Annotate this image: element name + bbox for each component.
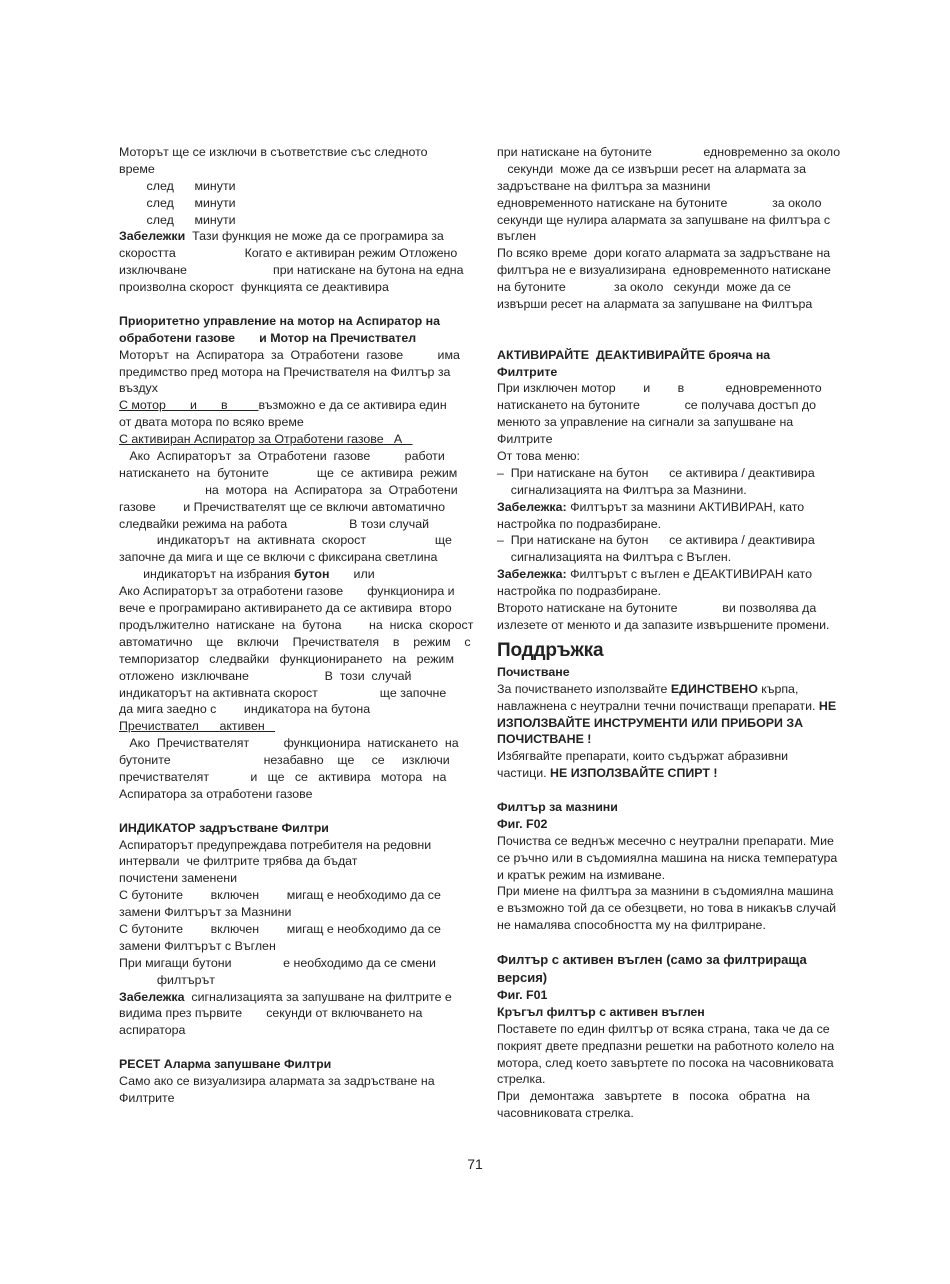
note-line: Забележка: Филтърът за мазнини АКТИВИРАН, като [497,499,805,514]
note-line: Забележка: Филтърът с въглен е ДЕАКТИВИРАН като [497,567,812,582]
text-line: след минути [119,178,236,193]
text-line: индикаторът на активната скорост ще започне [119,685,447,700]
left-column [119,144,474,1107]
text-line: С бутоните включен мигащ е необходимо да се [119,921,441,936]
note-label: Забележка: [497,567,567,582]
text-line: вече е програмирано активирането да се активира второ [119,601,452,616]
text-line: въглен [497,229,537,244]
text-line: При мигащи бутони е необходимо да се смени [119,955,436,970]
text-line: замени Филтърът с Въглен [119,938,276,953]
note-line [119,228,455,245]
text-line: изключване при натискане на бутона на една [119,263,464,278]
text-line: започне да мига и ще се включи с фиксирана светлина [119,550,438,565]
text-line: бутоните незабавно ще се изключи [119,753,450,768]
figure-reference: Фиг. F02 [497,816,548,831]
figure-reference: Фиг. F01 [497,987,548,1002]
list-item: сигнализацията на Филтъра за Мазнини. [497,482,747,497]
text-line: след минути [119,195,236,210]
note-label: Забележки [119,229,186,244]
text-line: и кратък режим на измиване. [497,867,666,882]
text-line: С мотор и в възможно е да се активира един [119,398,447,413]
text-line: следвайки режима на работа В този случай [119,516,430,531]
text-line: От това меню: [497,449,580,464]
text-line: филтъра не е визуализирана едновременното натискане [497,263,831,278]
right-column [497,144,841,1122]
text-line: задръстване на филтъра за мазнини [497,178,711,193]
text-line: Аспиратора за отработени газове [119,786,313,801]
text-line: навлажнена с неутрални течни почистващи препарати. НЕ [497,698,837,713]
text-line: За почистването използвайте ЕДИНСТВЕНО кърпа, [497,681,799,696]
text-line: предимство пред мотора на Пречиствателя на Филтър за [119,364,451,379]
section-title-maintenance: Поддръжка [497,639,604,661]
text-line: Ако Аспираторът за Отработени газове работи [119,449,445,464]
text-line: менюто за управление на сигнали за запушване на [497,415,794,430]
text-line: часовниковата стрелка. [497,1106,634,1121]
text-line: е възможно той да се обезцвети, но това в никакъв случай [497,901,837,916]
text-line: При изключен мотор и в едновременното [497,381,822,396]
text-line: Филтрите [119,1090,175,1105]
text-line: при натискане на бутоните едновременно за около [497,145,841,159]
text-line: индикаторът на активната скорост ще [119,533,452,548]
subsection-heading-carbon-filter: Филтър с активен въглен (само за филтрираща [497,951,807,967]
text-line: замени Филтърът за Мазнини [119,905,292,920]
text-line: време [119,161,155,176]
text-line: продължително натискане на бутона на ниска скорост [119,617,474,632]
note-label: Забележка [119,989,185,1004]
text-line: Избягвайте препарати, които съдържат абразивни [497,749,789,764]
text-line: натискането на бутоните се получава достъп до [497,398,817,413]
text-line: Поставете по един филтър от всяка страна, така че да се [497,1021,830,1036]
text-line: Второто натискане на бутоните ви позволява да [497,601,817,616]
text-line: настройка по подразбиране. [497,516,662,531]
text-line: аспиратора [119,1023,186,1038]
underlined-subheading: Пречиствател активен [119,719,276,734]
text-line: секунди ще нулира алармата за запушване на филтъра с [497,212,831,227]
text-line: стрелка. [497,1072,546,1087]
warning-line: ИЗПОЛЗВАЙТЕ ИНСТРУМЕНТИ ИЛИ ПРИБОРИ ЗА [497,715,804,730]
list-item: – При натискане на бутон се активира / деактивира [497,533,815,548]
text-line: При демонтажа завъртете в посока обратна на [497,1089,810,1104]
section-heading-priority: обработени газове и Мотор на Пречиствател [119,330,417,345]
text-line: покрият двете предпазни решетки на работното колело на [497,1038,835,1053]
text-line: на бутоните за около секунди може да се [497,280,791,295]
text-line: Моторът на Аспиратора за Отработени газове има [119,347,460,362]
underlined-subheading: С мотор и в [119,398,259,413]
subsection-heading-grease-filter: Филтър за мазнини [497,799,618,814]
text-line: индикаторът на избрания бутон или [119,567,375,582]
text-line: произволна скорост функцията се деактивира [119,280,389,295]
subsection-heading-carbon-filter: версия) [497,969,548,985]
section-heading-indicator: ИНДИКАТОР задръстване Филтри [119,820,329,835]
text-line: се ръчно или в съдомиялна машина на ниска температура [497,850,838,865]
list-item: сигнализацията на Филтъра с Въглен. [497,550,732,565]
warning-line: ПОЧИСТВАНЕ ! [497,732,592,747]
text-line: При миене на филтъра за мазнини в съдомиялна машина [497,884,834,899]
text-line: Филтрите [497,432,553,447]
text-line: С бутоните включен мигащ е необходимо да се [119,888,441,903]
text-line: отложено изключване В този случай [119,668,412,683]
text-line: не намалява способността му на филтриране. [497,918,766,933]
section-heading-reset: РЕСЕТ Аларма запушване Филтри [119,1057,332,1072]
text-line: филтърът [119,972,215,987]
text-line: Почиства се веднъж месечно с неутрални препарати. Мие [497,833,834,848]
text-line: от двата мотора по всяко време [119,415,304,430]
section-heading-priority: Приоритетно управление на мотор на Аспиратор на [119,313,441,328]
text-line: въздух [119,381,158,396]
note-line: Забележка сигнализацията за запушване на филтрите е [119,989,452,1004]
text-line: на мотора на Аспиратора за Отработени [119,482,458,497]
text-line: натискането на бутоните ще се активира режим [119,465,458,480]
note-text: Тази функция не може да се програмира за [185,229,444,244]
note-label: Забележка: [497,499,567,514]
text-line: излезете от менюто и да запазите извършените промени. [497,617,830,632]
list-item: – При натискане на бутон се активира / деактивира [497,465,815,480]
subsection-heading-cleaning: Почистване [497,664,570,679]
text-line: частици. НЕ ИЗПОЛЗВАЙТЕ СПИРТ ! [497,766,718,781]
text-line: мотора, след което завъртете по посока на часовниковата [497,1055,834,1070]
text-line: едновременното натискане на бутоните за около [497,195,822,210]
text-line: Ако Аспираторът за отработени газове функционира и [119,584,455,599]
text-line: след минути [119,212,236,227]
text-line: автоматично ще включи Пречиствателя в режим с [119,634,471,649]
text-line: видима през първите секунди от включването на [119,1006,423,1021]
text-line: секунди може да се извърши ресет на алармата за [497,161,806,176]
text-line: Аспираторът предупреждава потребителя на редовни [119,837,432,852]
subsection-heading-round-filter: Кръгъл филтър с активен въглен [497,1004,705,1019]
text-line: газове и Пречиствателят ще се включи автоматично [119,499,446,514]
text-line: Ако Пречиствателят функционира натискането на [119,736,459,751]
text-line: почистени заменени [119,871,238,886]
text-line: По всяко време дори когато алармата за задръстване на [497,246,831,261]
section-heading-activate: Филтрите [497,364,558,379]
text-line: настройка по подразбиране. [497,584,662,599]
text-line: да мига заедно с индикатора на бутона [119,702,371,717]
text-line: интервали че филтрите трябва да бъдат [119,854,358,869]
text-line: Само ако се визуализира алармата за задръстване на [119,1073,435,1088]
text-line: пречиствателят и ще се активира мотора на [119,769,447,784]
text-line: темпоризатор следвайки функционирането на режим [119,651,454,666]
text-line: скоростта Когато е активиран режим Отложено [119,246,458,261]
underlined-subheading: С активиран Аспиратор за Отработени газове А [119,432,413,447]
text-line: извърши ресет на алармата за запушване на Филтъра [497,297,813,312]
section-heading-activate: АКТИВИРАЙТЕ ДЕАКТИВИРАЙТЕ брояча на [497,347,771,362]
text-line: Моторът ще се изключи в съответствие със следното [119,145,428,159]
page-number: 71 [467,1156,483,1172]
